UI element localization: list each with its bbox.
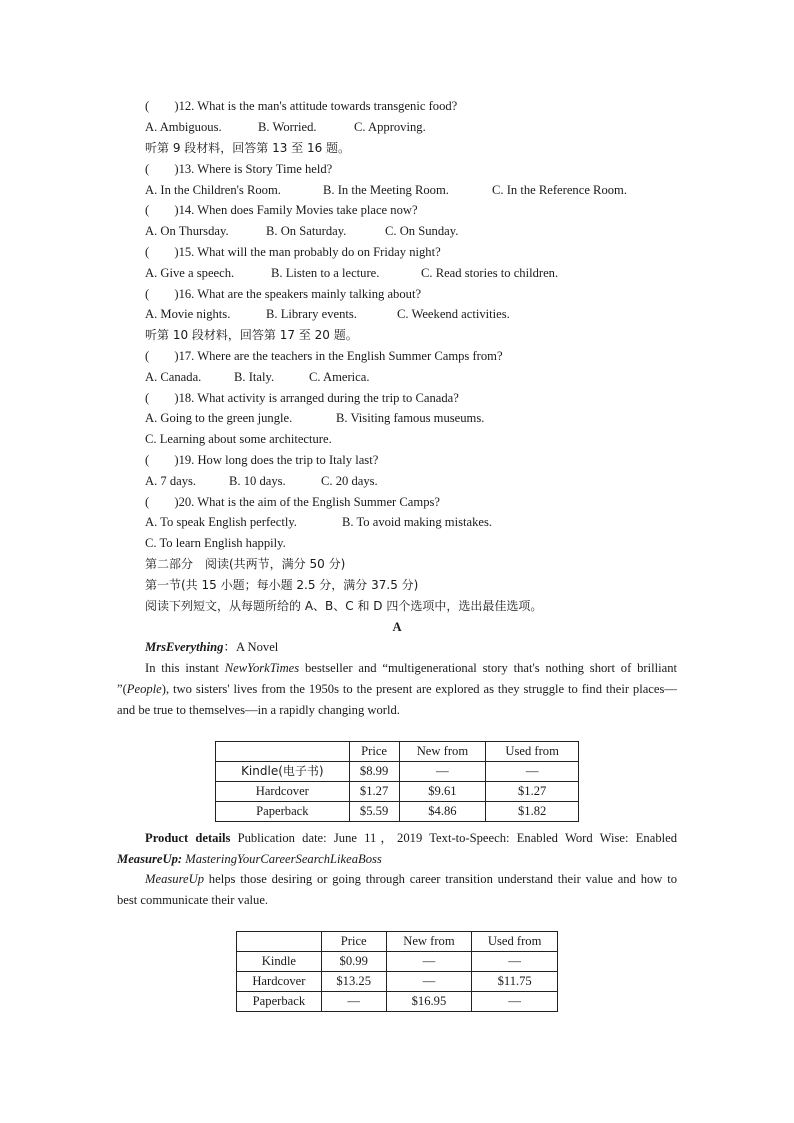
q18-option-b: B. Visiting famous museums. (336, 411, 485, 425)
q20-option-c: C. To learn English happily. (145, 536, 286, 550)
table-header-cell: Price (349, 742, 399, 762)
book1-description (117, 658, 677, 721)
table-header-cell: Price (321, 932, 386, 952)
question-14: ( )14. When does Family Movies take place now? (145, 203, 418, 217)
question-13: ( )13. Where is Story Time held? (145, 162, 333, 176)
table-row (216, 762, 579, 782)
book2-title: MeasureUp: (117, 852, 183, 866)
table-header-cell: Used from (472, 932, 558, 952)
table-cell: $1.82 (486, 802, 579, 822)
table-cell: — (472, 992, 558, 1012)
q18-option-c: C. Learning about some architecture. (145, 432, 332, 446)
question-17: ( )17. Where are the teachers in the English Summer Camps from? (145, 349, 503, 363)
book1-desc-part3: ), two sisters' lives from the 1950s to the present are explored as they struggle to find their places—and be true to themselves—in a rapidly changing world. (117, 682, 677, 717)
table-cell: $5.59 (349, 802, 399, 822)
book1-title-suffix: ：A Novel (223, 640, 279, 654)
q18-option-a: A. Going to the green jungle. (145, 411, 293, 425)
table-cell: Paperback (216, 802, 350, 822)
q12-option-a: A. Ambiguous. (145, 120, 222, 134)
table-cell: — (486, 762, 579, 782)
question-19: ( )19. How long does the trip to Italy last? (145, 453, 379, 467)
q16-option-c: C. Weekend activities. (397, 307, 510, 321)
table-row (216, 782, 579, 802)
table-header-row (216, 742, 579, 762)
q14-option-a: A. On Thursday. (145, 224, 229, 238)
q20-option-b: B. To avoid making mistakes. (342, 515, 492, 529)
book2-price-table (236, 931, 558, 1012)
table-header-cell (216, 742, 350, 762)
table-cell: $11.75 (472, 972, 558, 992)
product-details (117, 828, 677, 870)
table-row (216, 802, 579, 822)
product-details-text: Publication date: June 11，2019 Text-to-Speech: Enabled Word Wise: Enabled (230, 831, 677, 845)
question-15: ( )15. What will the man probably do on Friday night? (145, 245, 441, 259)
q14-option-b: B. On Saturday. (266, 224, 347, 238)
question-20: ( )20. What is the aim of the English Summer Camps? (145, 495, 440, 509)
book1-desc-people: People (126, 682, 162, 696)
q17-option-c: C. America. (309, 370, 370, 384)
table-cell: — (386, 972, 472, 992)
q19-option-a: A. 7 days. (145, 474, 197, 488)
table-cell: $8.99 (349, 762, 399, 782)
part-2-title: 第二部分 阅读(共两节，满分 50 分) (145, 557, 346, 571)
table-row (237, 972, 558, 992)
book1-desc-part1: In this instant (145, 661, 225, 675)
table-cell: Hardcover (216, 782, 350, 802)
q13-option-a: A. In the Children's Room. (145, 183, 281, 197)
book1-price-table (215, 741, 579, 822)
q17-option-b: B. Italy. (234, 370, 275, 384)
q17-option-a: A. Canada. (145, 370, 202, 384)
table-header-cell (237, 932, 322, 952)
q14-option-c: C. On Sunday. (385, 224, 459, 238)
table-header-row (237, 932, 558, 952)
table-row (237, 952, 558, 972)
q15-option-c: C. Read stories to children. (421, 266, 559, 280)
table-cell: — (386, 952, 472, 972)
product-details-label: Product details (145, 831, 231, 845)
book1-title-line (145, 641, 278, 654)
q15-option-b: B. Listen to a lecture. (271, 266, 380, 280)
section-10-instruction: 听第 10 段材料，回答第 17 至 20 题。 (145, 328, 358, 342)
book1-desc-part2: bestseller and “multigenerational story that's nothing short of brilliant ”( (117, 661, 677, 696)
passage-label: A (392, 620, 402, 634)
table-cell: — (472, 952, 558, 972)
table-cell: $4.86 (399, 802, 486, 822)
q16-option-b: B. Library events. (266, 307, 357, 321)
q13-option-c: C. In the Reference Room. (492, 183, 627, 197)
q19-option-b: B. 10 days. (229, 474, 286, 488)
q16-option-a: A. Movie nights. (145, 307, 231, 321)
table-cell: Kindle (237, 952, 322, 972)
q12-option-c: C. Approving. (354, 120, 426, 134)
book2-desc-name: MeasureUp (145, 872, 204, 886)
table-header-cell: New from (399, 742, 486, 762)
table-cell: $9.61 (399, 782, 486, 802)
table-cell: $13.25 (321, 972, 386, 992)
table-header-cell: Used from (486, 742, 579, 762)
table-cell: Hardcover (237, 972, 322, 992)
table-cell: — (321, 992, 386, 1012)
q19-option-c: C. 20 days. (321, 474, 378, 488)
book2-description (117, 869, 677, 911)
table-cell: $1.27 (349, 782, 399, 802)
question-16: ( )16. What are the speakers mainly talking about? (145, 287, 422, 301)
table-header-cell: New from (386, 932, 472, 952)
section-9-instruction: 听第 9 段材料，回答第 13 至 16 题。 (145, 141, 351, 155)
q20-option-a: A. To speak English perfectly. (145, 515, 297, 529)
table-cell: $1.27 (486, 782, 579, 802)
table-cell: $0.99 (321, 952, 386, 972)
book2-desc-text: helps those desiring or going through career transition understand their value and how to best communicate their value. (117, 872, 677, 907)
book1-desc-nyt: NewYorkTimes (224, 661, 300, 675)
book2-subtitle: MasteringYourCareerSearchLikeaBoss (182, 852, 382, 866)
q13-option-b: B. In the Meeting Room. (323, 183, 449, 197)
table-cell: Kindle(电子书) (216, 762, 350, 782)
reading-instruction: 阅读下列短文，从每题所给的 A、B、C 和 D 四个选项中，选出最佳选项。 (145, 599, 543, 613)
table-cell: Paperback (237, 992, 322, 1012)
section-1-title: 第一节(共 15 小题；每小题 2.5 分，满分 37.5 分) (145, 578, 419, 592)
question-18: ( )18. What activity is arranged during the trip to Canada? (145, 391, 459, 405)
table-row (237, 992, 558, 1012)
book1-title: MrsEverything (145, 640, 224, 654)
table-cell: $16.95 (386, 992, 472, 1012)
q12-option-b: B. Worried. (258, 120, 317, 134)
question-12: ( )12. What is the man's attitude towards transgenic food? (145, 99, 458, 113)
table-cell: — (399, 762, 486, 782)
q15-option-a: A. Give a speech. (145, 266, 235, 280)
